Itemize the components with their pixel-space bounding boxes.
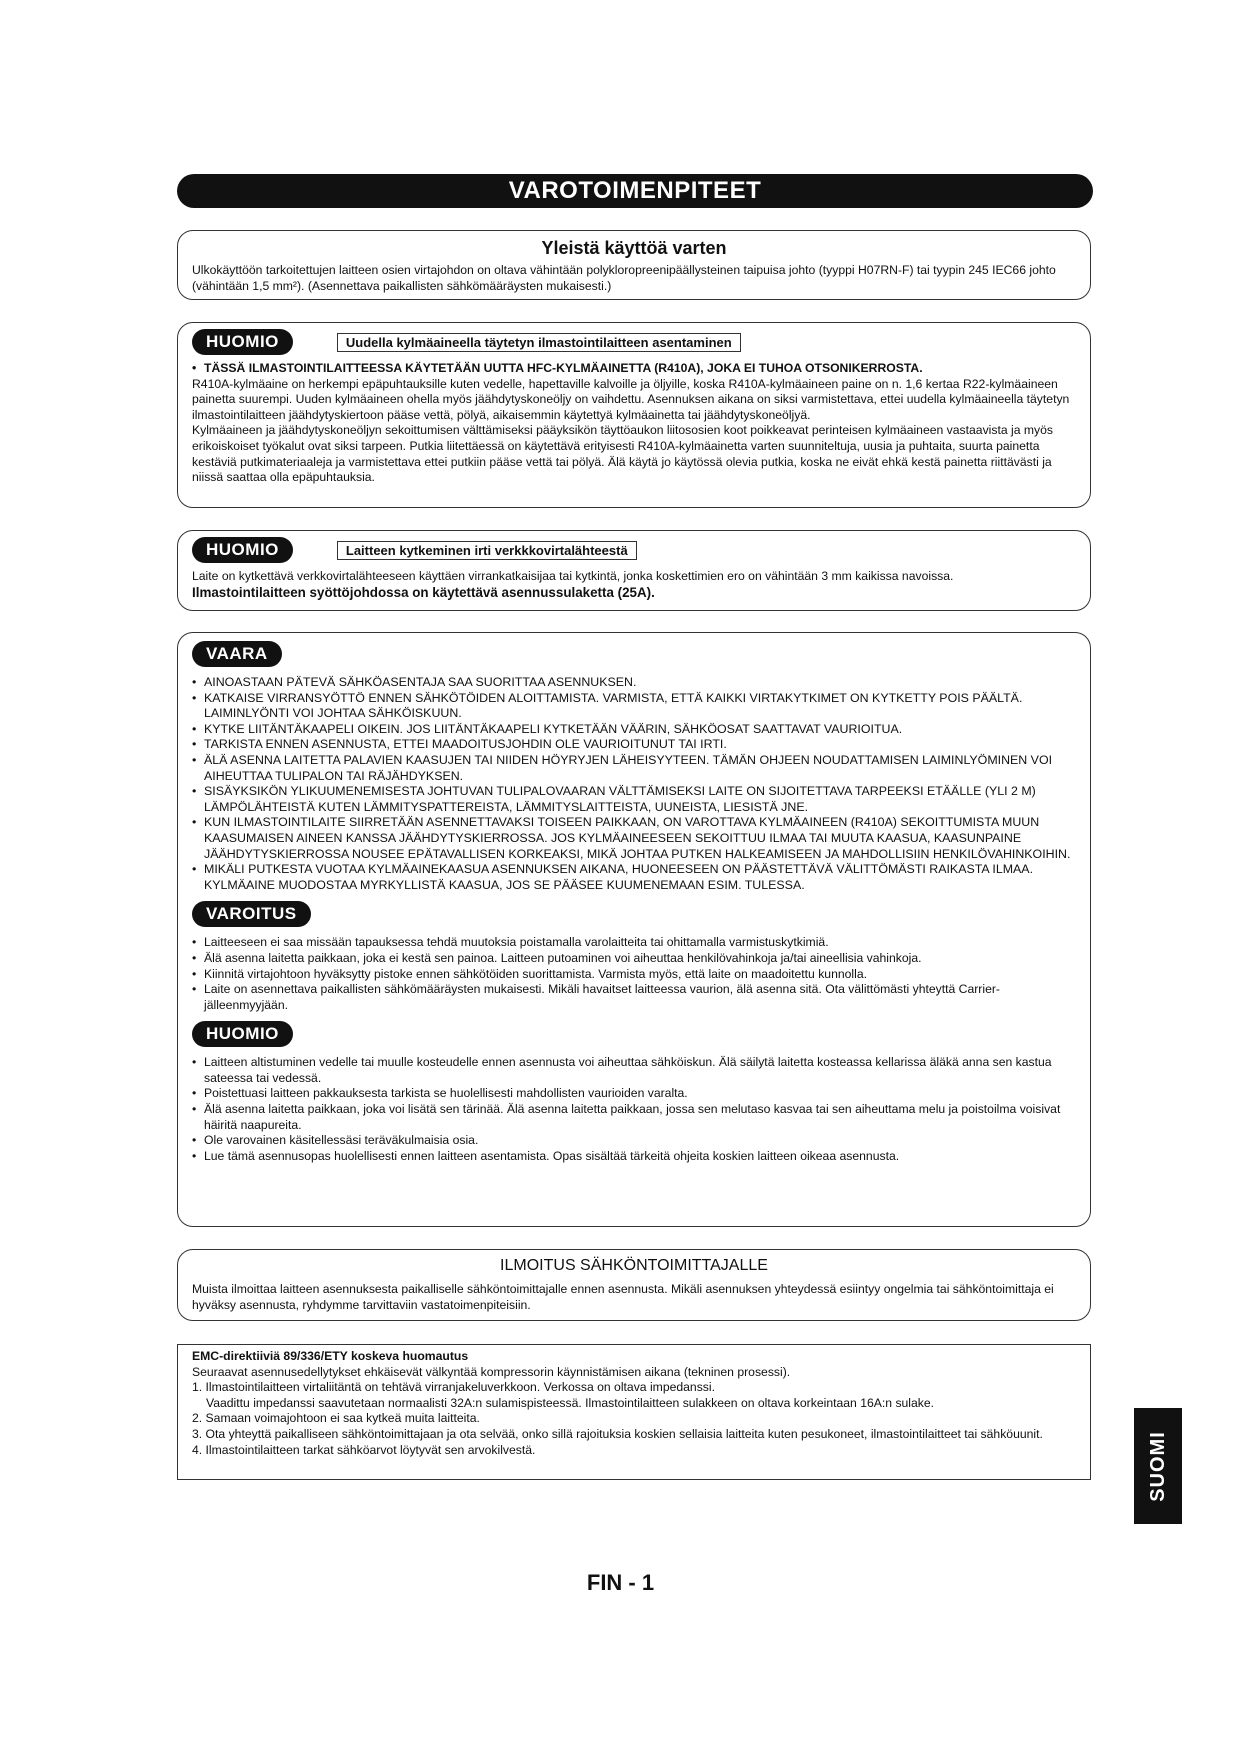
disconnect-heading: Laitteen kytkeminen irti verkkkovirtalähteestä [337, 541, 637, 560]
huomio-badge: HUOMIO [192, 1021, 293, 1047]
list-item: • Kiinnitä virtajohtoon hyväksytty pistoke ennen sähkötöiden suorittamista. Varmista myös, että laite on maadoitettu kunnolla. [192, 967, 1076, 983]
list-item: • Laite on asennettava paikallisten sähkömääräysten mukaisesti. Mikäli havaitset laitteessa vaurion, älä asenna sitä. Ota välittömästi yhteyttä Carrier-jälleenmyyjään. [192, 982, 1076, 1013]
notice-heading: ILMOITUS SÄHKÖNTOIMITTAJALLE [500, 1257, 768, 1274]
varoitus-badge: VAROITUS [192, 901, 311, 927]
list-item: • Älä asenna laitetta paikkaan, joka ei kestä sen painoa. Laitteen putoaminen voi aiheuttaa henkilövahinkoja ja/tai aineellisia vahinkoja. [192, 951, 1076, 967]
list-item: • SISÄYKSIKÖN YLIKUUMENEMISESTA JOHTUVAN TULIPALOVAARAN VÄLTTÄMISEKSI LAITE ON SIJOITETTAVA TARPEEKSI ETÄÄLLE (YLI 2 M) LÄMPÖLÄHTEISTÄ KUTEN LÄMMITYSPATTEREISTA, LÄMMITYSLAITTEISTA, UUNEISTA, LIESISTÄ JNE. [192, 784, 1076, 815]
disconnect-box [177, 530, 1091, 611]
list-item: • Älä asenna laitetta paikkaan, joka voi lisätä sen tärinää. Älä asenna laitetta paikkaan, jossa sen melutaso kasvaa tai sen aiheuttama melu ja poistoilma voisivat häiritä naapureita. [192, 1102, 1076, 1133]
list-item: • Laitteen altistuminen vedelle tai muulle kosteudelle ennen asennusta voi aiheuttaa sähköiskun. Älä säilytä laitetta kosteassa kellarissa äläkä anna sen kastua sateessa tai vedessä. [192, 1055, 1076, 1086]
list-item: • TARKISTA ENNEN ASENNUSTA, ETTEI MAADOITUSJOHDIN OLE VAURIOITUNUT TAI IRTI. [192, 737, 1076, 753]
supplier-notice-box [177, 1249, 1091, 1321]
list-item: • Laitteeseen ei saa missään tapauksessa tehdä muutoksia poistamalla varolaitteita tai ohittamalla varmistuskytkimiä. [192, 935, 1076, 951]
emc-heading: EMC-direktiiviä 89/336/ETY koskeva huomautus [192, 1349, 469, 1363]
new-refrigerant-bullet: • TÄSSÄ ILMASTOINTILAITTEESSA KÄYTETÄÄN UUTTA HFC-KYLMÄAINETTA (R410A), JOKA EI TUHOA OTSONIKERROSTA. [192, 361, 1076, 377]
vaara-badge: VAARA [192, 641, 282, 667]
varoitus-list [192, 935, 1076, 1013]
list-item: • KATKAISE VIRRANSYÖTTÖ ENNEN SÄHKÖTÖIDEN ALOITTAMISTA. VARMISTA, ETTÄ KAIKKI VIRTAKYTKIMET ON KYTKETTY POIS PÄÄLTÄ. LAIMINLYÖNTI VOI JOHTAA SÄHKÖISKUUN. [192, 691, 1076, 722]
list-item: • Lue tämä asennusopas huolellisesti ennen laitteen asentamista. Opas sisältää tärkeitä ohjeita koskien laitteen oikeaa asennusta. [192, 1149, 1076, 1165]
disconnect-bold-text: Ilmastointilaitteen syöttöjohdossa on käytettävä asennussulaketta (25A). [192, 584, 655, 600]
general-text: Ulkokäyttöön tarkoitettujen laitteen osien virtajohdon on oltava vähintään polykloropreenipäällysteinen taipuisa johto (tyyppi H07RN-F) tai tyypin 245 IEC66 johto (vähintään 1,5 mm²). (Asennettava paikallisten sähkömääräysten mukaisesti.) [192, 263, 1056, 293]
warnings-box [177, 632, 1091, 1227]
huomio-list [192, 1055, 1076, 1164]
general-heading: Yleistä käyttöä varten [541, 238, 727, 258]
general-use-box [177, 230, 1091, 300]
list-item: • MIKÄLI PUTKESTA VUOTAA KYLMÄAINEKAASUA ASENNUKSEN AIKANA, HUONEESEEN ON PÄÄSTETTÄVÄ VÄLITTÖMÄSTI RAIKASTA ILMAA. KYLMÄAINE MUODOSTAA MYRKYLLISTÄ KAASUA, JOS SE PÄÄSEE KUUMENEMAAN ESIM. TULESSA. [192, 862, 1076, 893]
new-refrigerant-para1: R410A-kylmäaine on herkempi epäpuhtauksille kuten vedelle, hapettaville kalvoille ja öljyille, koska R410A-kylmäaineen paine on n. 1,6 kertaa R22-kylmäaineen painetta suurempi. Uuden kylmäaineen ohella myös jäähdytyskoneöljy on vaihdettu. Asennuksen aikana on siksi varmistettava, ettei uudella kylmäaineella täytetyn ilmastointilaitteen jäähdytyskiertoon pääse vettä, pölyä, aikaisemmin käytettyä kylmäainetta tai jäähdytyskoneöljyä. [192, 376, 1070, 422]
emc-item-1: 1. Ilmastointilaitteen virtaliitäntä on tehtävä virranjakeluverkkoon. Verkossa on oltava impedanssi. [192, 1380, 715, 1395]
disconnect-text: Laite on kytkettävä verkkovirtalähteeseen käyttäen virrankatkaisijaa tai kytkintä, jonka koskettimien ero on vähintään 3 mm kaikissa navoissa. [192, 569, 954, 583]
emc-intro: Seuraavat asennusedellytykset ehkäisevät välkyntää kompressorin käynnistämisen aikana (tekninen prosessi). [192, 1364, 791, 1379]
vaara-list [192, 675, 1076, 893]
page-title: VAROTOIMENPITEET [177, 174, 1093, 208]
notice-text: Muista ilmoittaa laitteen asennuksesta paikalliselle sähköntoimittajalle ennen asennusta. Mikäli asennuksen yhteydessä esiintyy ongelmia tai sähköntoimittaja ei hyväksy asennusta, ryhdymme tarvittaviin vastatoimenpiteisiin. [192, 1282, 1054, 1312]
list-item: • KUN ILMASTOINTILAITE SIIRRETÄÄN ASENNETTAVAKSI TOISEEN PAIKKAAN, ON VAROTTAVA KYLMÄAINEEN (R410A) SEKOITTUMISTA MUUN KAASUMAISEN AINEEN KANSSA JÄÄHDYTYSKIERROSSA. JOS KYLMÄAINEESEEN SEKOITTUU ILMAA TAI MUUTA KAASUA, KAASUNPAINE JÄÄHDYTYSKIERROSSA NOUSEE EPÄTAVALLISEN KORKEAKSI, MIKÄ JOHTAA PUTKEN HALKEAMISEEN JA MAHDOLLISIIN HENKILÖVAHINKOIHIN. [192, 815, 1076, 862]
list-item: • ÄLÄ ASENNA LAITETTA PALAVIEN KAASUJEN TAI NIIDEN HÖYRYJEN LÄHEISYYTEEN. TÄMÄN OHJEEN NOUDATTAMISEN LAIMINLYÖMINEN VOI AIHEUTTAA TULIPALON TAI RÄJÄHDYKSEN. [192, 753, 1076, 784]
new-refrigerant-heading: Uudella kylmäaineella täytetyn ilmastointilaitteen asentaminen [337, 333, 741, 352]
list-item: • KYTKE LIITÄNTÄKAAPELI OIKEIN. JOS LIITÄNTÄKAAPELI KYTKETÄÄN VÄÄRIN, SÄHKÖOSAT SAATTAVAT VAURIOITUA. [192, 722, 1076, 738]
emc-item-2: 2. Samaan voimajohtoon ei saa kytkeä muita laitteita. [192, 1411, 480, 1426]
language-tab [1134, 1408, 1182, 1524]
huomio-badge: HUOMIO [192, 329, 293, 355]
new-refrigerant-box [177, 322, 1091, 508]
emc-item-4: 4. Ilmastointilaitteen tarkat sähköarvot löytyvät sen arvokilvestä. [192, 1442, 536, 1457]
emc-item-1b: Vaadittu impedanssi saavutetaan normaalisti 32A:n sulamispisteessä. Ilmastointilaitteen sulakkeen on oltava korkeintaan 16A:n sulake. [206, 1395, 935, 1410]
list-item: • Poistettuasi laitteen pakkauksesta tarkista se huolellisesti mahdollisten vaurioiden varalta. [192, 1086, 1076, 1102]
emc-item-3: 3. Ota yhteyttä paikalliseen sähköntoimittajaan ja ota selvää, onko sillä rajoituksia koskien sellaisia laitteita kuten pesukoneet, ilmastointilaitteet tai sähköuunit. [192, 1426, 1043, 1441]
new-refrigerant-para2: Kylmäaineen ja jäähdytyskoneöljyn sekoittumisen välttämiseksi pääyksikön täyttöaukon liitososien koot poikkeavat perinteisen kylmäaineen vastaavista ja myös erikoiskoiset työkalut ovat siksi tarpeen. Putkia liitettäessä on käytettävä erityisesti R410A-kylmäainetta varten suunniteltuja, uusia ja puhtaita, suurta painetta kestäviä putkimateriaaleja ja varmistettava ettei putkiin pääse vettä tai pölyä. Älä käytä jo käytössä olevia putkia, koska ne eivät ehkä kestä painetta riittävästi ja niissä saattaa olla epäpuhtauksia. [192, 423, 1054, 485]
list-item: • AINOASTAAN PÄTEVÄ SÄHKÖASENTAJA SAA SUORITTAA ASENNUKSEN. [192, 675, 1076, 691]
page-number: FIN - 1 [586, 1570, 655, 1595]
list-item: • Ole varovainen käsitellessäsi teräväkulmaisia osia. [192, 1133, 1076, 1149]
language-tab-label: SUOMI [1146, 1430, 1169, 1502]
huomio-badge: HUOMIO [192, 537, 293, 563]
emc-box [177, 1344, 1091, 1480]
